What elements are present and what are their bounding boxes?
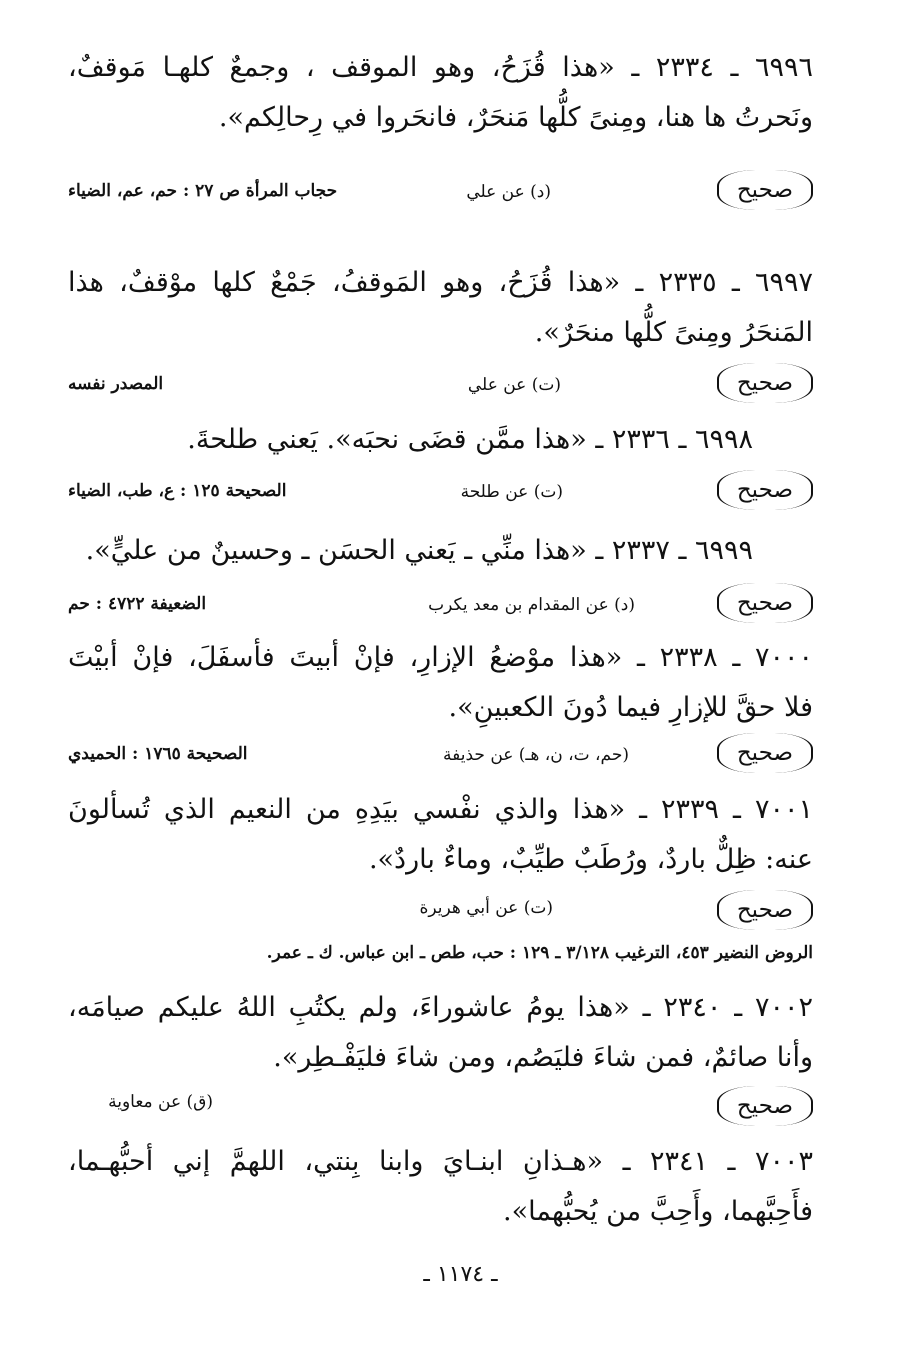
grade-badge: صحيح [717, 170, 813, 210]
hadith-7001-line-2: عنه: ظِلٌّ باردٌ، ورُطَبٌ طيِّبٌ، وماءٌ باردٌ». [368, 844, 813, 875]
source-text: (د) عن علي [466, 182, 551, 202]
hadith-6998-meta [68, 470, 813, 512]
hadith-7002-line-1: ٧٠٠٢ ـ ٢٣٤٠ ـ «هذا يومُ عاشوراءَ، ولم يكتُبِ اللهُ عليكم صيامَه، [68, 992, 813, 1023]
source-text: (د) عن المقدام بن معد يكرب [428, 595, 635, 615]
hadith-7000-line-2: فلا حقَّ للإزارِ فيما دُونَ الكعبينِ». [448, 692, 813, 723]
reference-text: الصحيحة ١٢٥ : ع، طب، الضياء [68, 481, 287, 501]
source-text: (ت) عن علي [467, 375, 561, 395]
hadith-7000-meta [68, 733, 813, 775]
reference-text: الصحيحة ١٧٦٥ : الحميدي [68, 744, 248, 764]
grade-badge: صحيح [717, 890, 813, 930]
hadith-6999-line-1: ٦٩٩٩ ـ ٢٣٣٧ ـ «هذا منِّي ـ يَعني الحسَن ـ وحسينٌ من عليٍّ». [85, 535, 753, 566]
reference-text: الضعيفة ٤٧٢٢ : حم [68, 594, 207, 614]
hadith-6997-line-2: المَنحَرُ ومِنىً كلُّها منحَرٌ». [534, 317, 813, 348]
hadith-7003-line-2: فأَحِبَّهما، وأَحِبَّ من يُحبُّهما». [503, 1196, 813, 1227]
reference-text: المصدر نفسه [68, 374, 164, 394]
hadith-6997-meta [68, 363, 813, 405]
grade-badge: صحيح [717, 1086, 813, 1126]
hadith-7002-line-2: وأنا صائمٌ، فمن شاءَ فليَصُم، ومن شاءَ فليَفْـطِر». [273, 1042, 813, 1073]
grade-badge: صحيح [717, 363, 813, 403]
hadith-6998-line-1: ٦٩٩٨ ـ ٢٣٣٦ ـ «هذا ممَّن قضَى نحبَه». يَعني طلحةَ. [187, 424, 753, 455]
source-text: (ت) عن أبي هريرة [419, 898, 553, 918]
hadith-7000-line-1: ٧٠٠٠ ـ ٢٣٣٨ ـ «هذا موْضعُ الإزارِ، فإنْ أبيتَ فأسفَلَ، فإنْ أبيْتَ [68, 642, 813, 673]
hadith-6996-meta [68, 170, 813, 212]
hadith-7003-line-1: ٧٠٠٣ ـ ٢٣٤١ ـ «هـذانِ ابنـايَ وابنا بِنتي، اللهمَّ إني أحبُّهـما، [68, 1146, 814, 1177]
hadith-6999-meta [68, 583, 813, 625]
source-text: (ت) عن طلحة [460, 482, 563, 502]
hadith-7001-reference: الروض النضير ٤٥٣، الترغيب ٣/١٢٨ ـ ١٢٩ : حب، طص ـ ابن عباس. ك ـ عمر. [266, 943, 813, 963]
grade-badge: صحيح [717, 583, 813, 623]
hadith-7001-line-1: ٧٠٠١ ـ ٢٣٣٩ ـ «هذا والذي نفْسي بيَدِهِ من النعيم الذي تُسألونَ [68, 794, 813, 825]
hadith-6996-line-2: ونَحرتُ ها هنا، ومِنىً كلُّها مَنحَرٌ، فانحَروا في رِحالِكم». [218, 102, 813, 133]
hadith-6997-line-1: ٦٩٩٧ ـ ٢٣٣٥ ـ «هذا قُزَحُ، وهو المَوقفُ، جَمْعٌ كلها موْقفٌ، هذا [68, 267, 814, 298]
hadith-7001-meta [68, 890, 813, 932]
hadith-6996-line-1: ٦٩٩٦ ـ ٢٣٣٤ ـ «هذا قُزَحُ، وهو الموقف ، وجمعٌ كلهـا مَوقفٌ، [68, 52, 813, 83]
source-text: (حم، ت، ن، هـ) عن حذيفة [443, 745, 629, 765]
reference-text: حجاب المرأة ص ٢٧ : حم، عم، الضياء [68, 181, 338, 201]
grade-badge: صحيح [717, 733, 813, 773]
page-number: ـ ١١٧٤ ـ [423, 1262, 498, 1287]
source-text: (ق) عن معاوية [108, 1092, 213, 1112]
grade-badge: صحيح [717, 470, 813, 510]
hadith-7002-meta [68, 1086, 813, 1128]
